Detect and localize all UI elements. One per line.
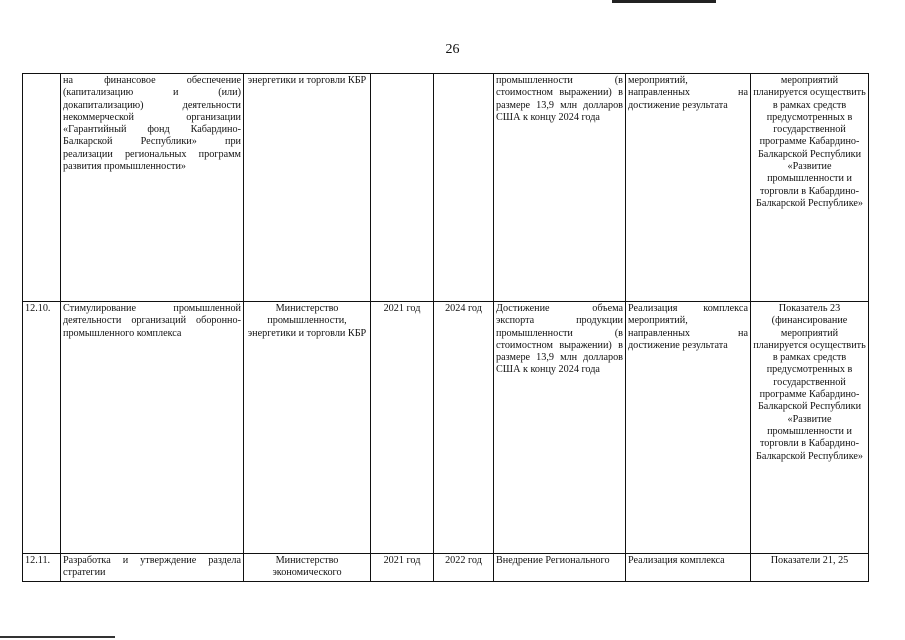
executor-cell: Министерство промышленности, энергетики и торговли КБР xyxy=(244,302,371,554)
indicator-cell: Показатели 21, 25 xyxy=(751,554,869,582)
end-year-cell: 2022 год xyxy=(434,554,494,582)
activity-cell: Стимулирование промышленной деятельности организаций оборонно-промышленного комплекса xyxy=(61,302,244,554)
bottom-scan-mark xyxy=(0,636,115,638)
end-year-cell xyxy=(434,74,494,302)
activity-cell: на финансовое обеспечение (капитализацию и (или) докапитализацию) деятельности некоммерческой организации «Гарантийный фонд Кабардино-Балкарской Республики» при реализации региональных программ развития промышленности» xyxy=(61,74,244,302)
link-cell: Реализация комплекса мероприятий, направленных на достижение результата xyxy=(626,302,751,554)
executor-cell: энергетики и торговли КБР xyxy=(244,74,371,302)
table-row xyxy=(23,302,869,554)
table-row xyxy=(23,554,869,582)
row-number xyxy=(23,74,61,302)
row-number: 12.10. xyxy=(23,302,61,554)
result-cell: Достижение объема экспорта продукции промышленности (в стоимостном выражении) в размере 13,9 млн долларов США к концу 2024 года xyxy=(494,302,626,554)
link-cell: мероприятий, направленных на достижение результата xyxy=(626,74,751,302)
result-cell: Внедрение Регионального xyxy=(494,554,626,582)
activities-table xyxy=(22,73,869,582)
indicator-cell: Показатель 23 (финансирование мероприятий планируется осуществить в рамках средств предусмотренных в государственной программе Кабардино-Балкарской Республики «Развитие промышленности и торговли в Кабардино-Балкарской Республике» xyxy=(751,302,869,554)
start-year-cell: 2021 год xyxy=(371,302,434,554)
link-cell: Реализация комплекса xyxy=(626,554,751,582)
indicator-cell: мероприятий планируется осуществить в рамках средств предусмотренных в государственной программе Кабардино-Балкарской Республики «Развитие промышленности и торговли в Кабардино-Балкарской Республике» xyxy=(751,74,869,302)
row-number: 12.11. xyxy=(23,554,61,582)
end-year-cell: 2024 год xyxy=(434,302,494,554)
start-year-cell xyxy=(371,74,434,302)
result-cell: промышленности (в стоимостном выражении) в размере 13,9 млн долларов США к концу 2024 года xyxy=(494,74,626,302)
top-scan-mark xyxy=(612,0,716,3)
activity-cell: Разработка и утверждение раздела стратегии xyxy=(61,554,244,582)
executor-cell: Министерство экономического xyxy=(244,554,371,582)
page-number: 26 xyxy=(445,42,460,57)
table-row xyxy=(23,74,869,302)
start-year-cell: 2021 год xyxy=(371,554,434,582)
